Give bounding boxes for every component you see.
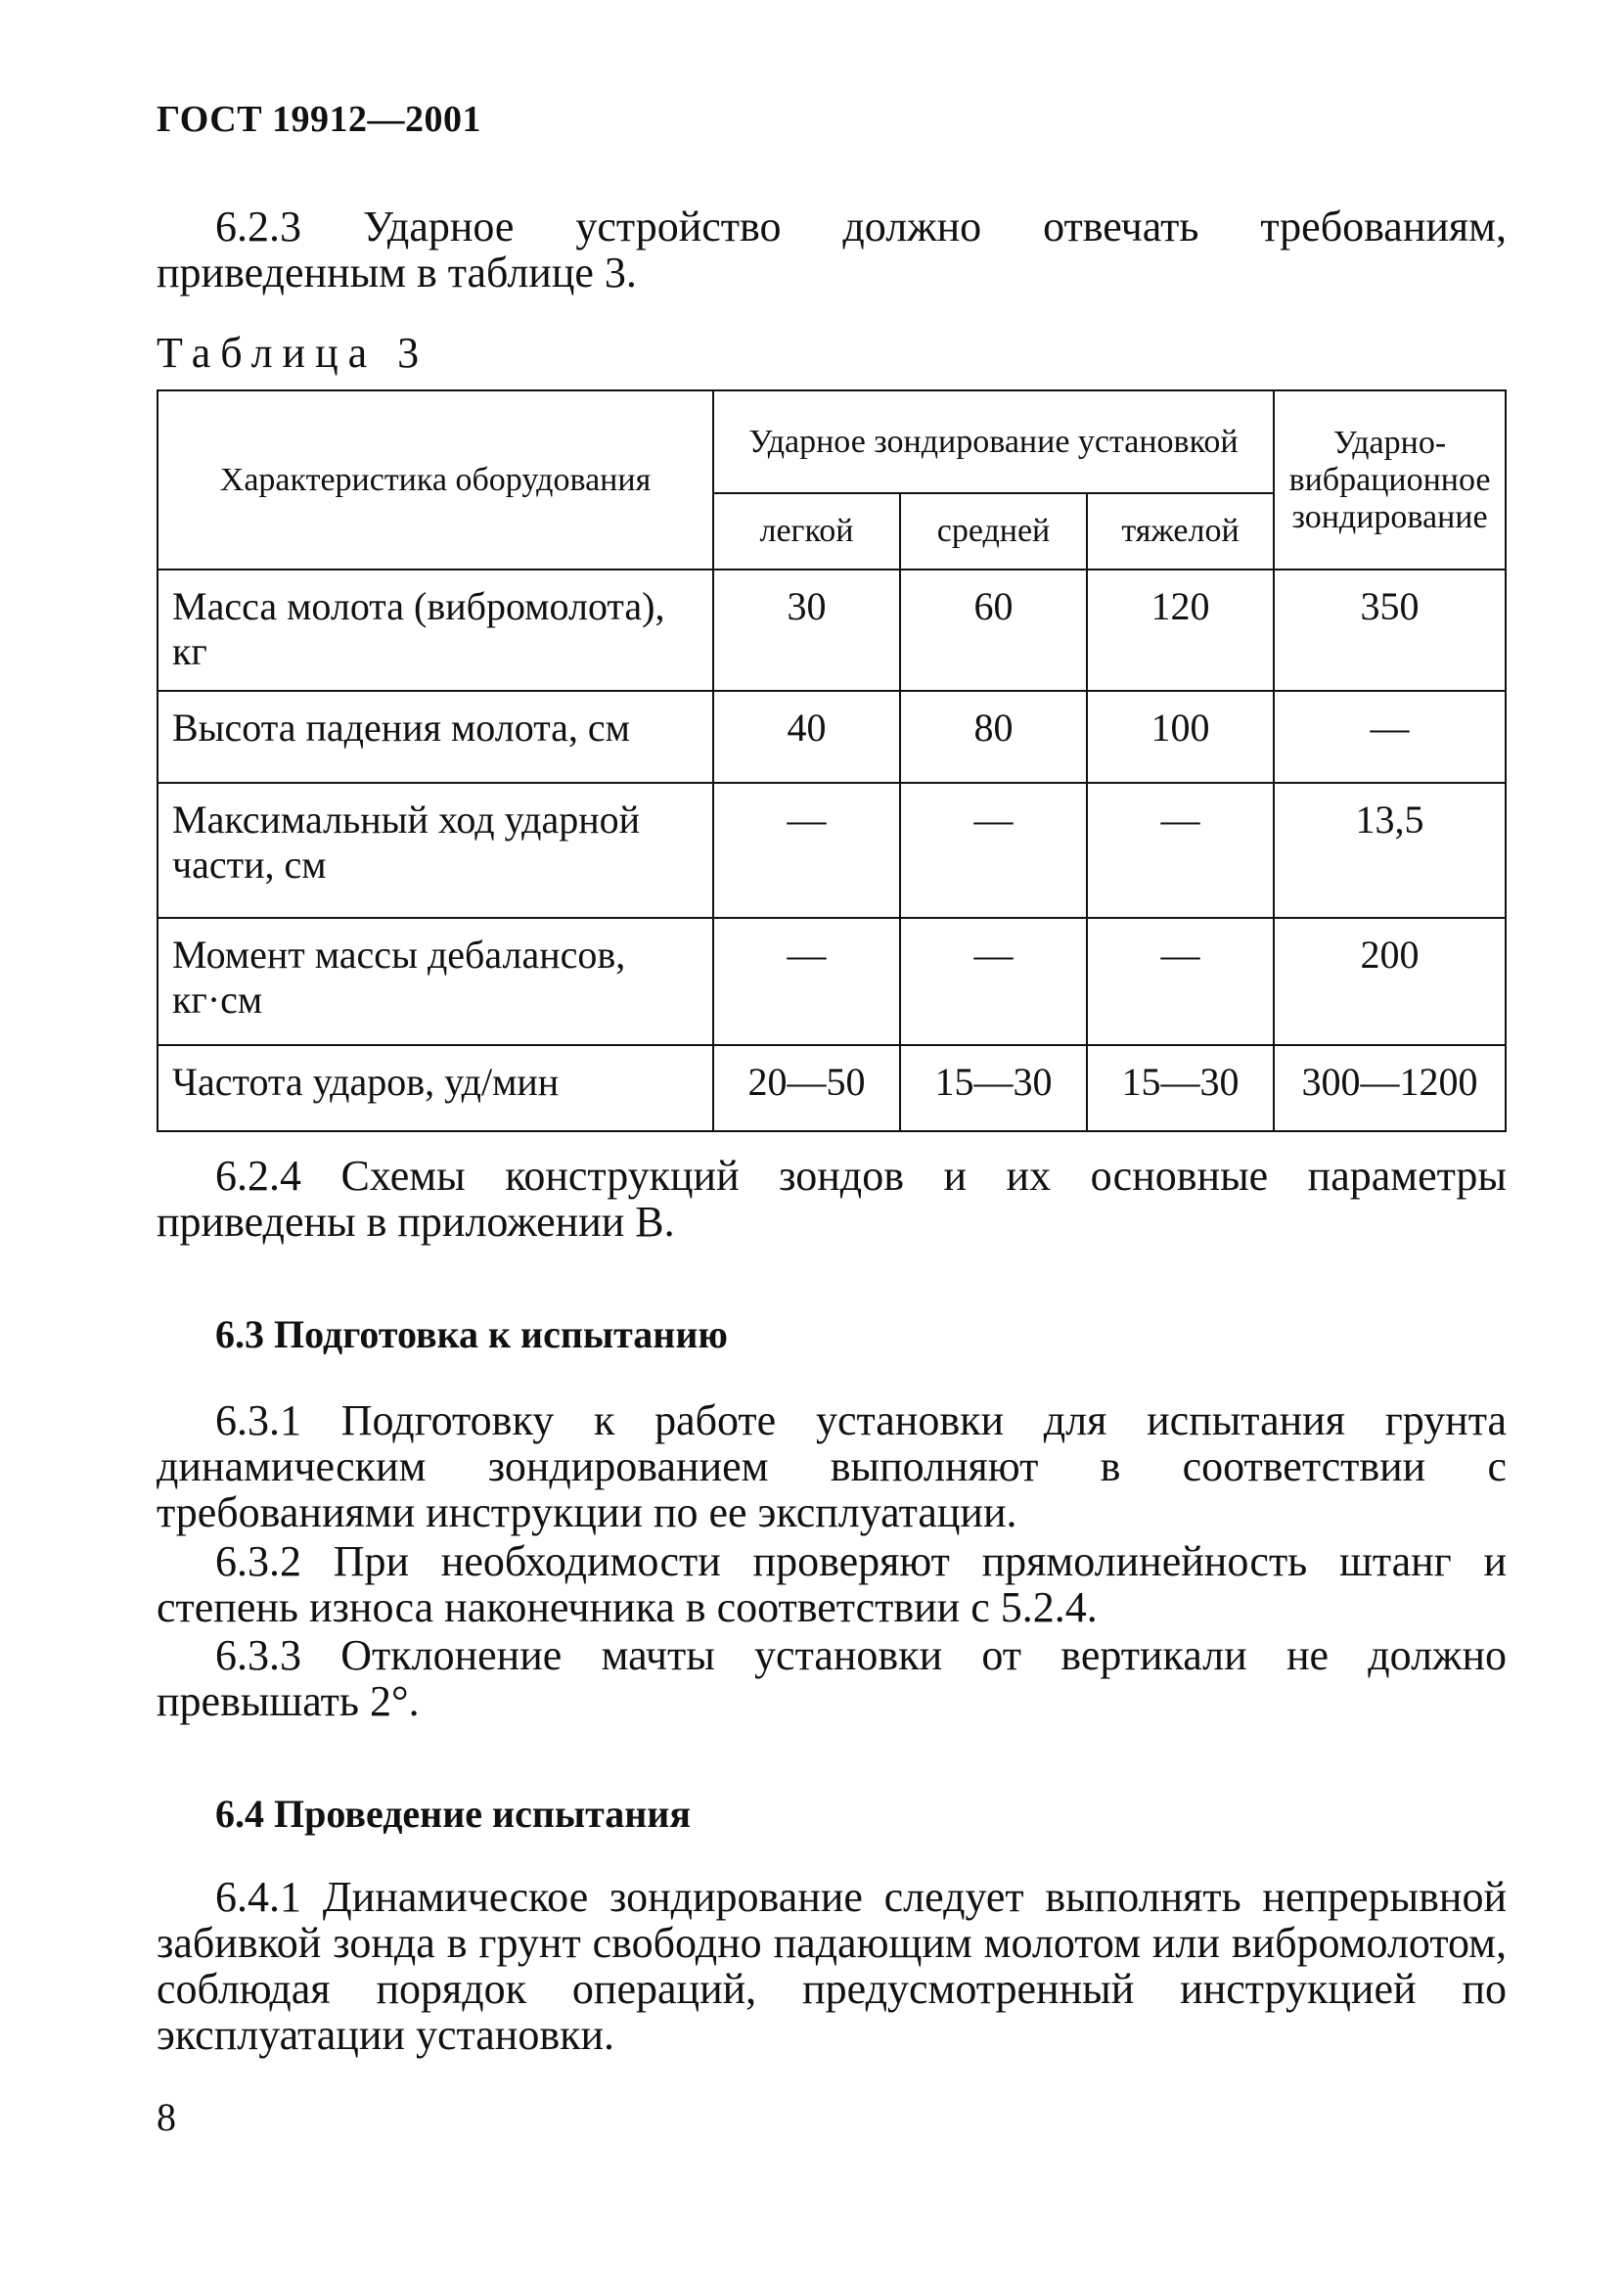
cell-heavy: — [1087, 918, 1274, 1045]
row-label: Максимальный ход ударной части, см [158, 783, 713, 918]
cell-medium: 15—30 [900, 1045, 1087, 1131]
page-number: 8 [157, 2095, 176, 2139]
paragraph-6-2-4: 6.2.4 Схемы конструкций зондов и их основные параметры приведены в приложении В. [157, 1152, 1507, 1246]
header-characteristic: Характеристика оборудования [158, 390, 713, 570]
cell-vibro: 350 [1274, 570, 1506, 691]
table-row [158, 691, 1506, 783]
cell-medium: — [900, 783, 1087, 918]
table-row [158, 918, 1506, 1045]
cell-heavy: 120 [1087, 570, 1274, 691]
paragraph-6-2-3: 6.2.3 Ударное устройство должно отвечать требованиям, приведенным в таблице 3. [157, 203, 1507, 296]
table-row [158, 570, 1506, 691]
cell-medium: 80 [900, 691, 1087, 783]
paragraph-6-4-1: 6.4.1 Динамическое зондирование следует выполнять непрерывной забивкой зонда в грунт свободно падающим молотом или вибромолотом, соблюдая порядок операций, предусмотренный инструкцией по эксплуатации установки. [157, 1873, 1507, 2059]
paragraph-6-3-2: 6.3.2 При необходимости проверяют прямолинейность штанг и степень износа наконечника в соответствии с 5.2.4. [157, 1537, 1507, 1631]
paragraph-6-3-1: 6.3.1 Подготовку к работе установки для испытания грунта динамическим зондированием выполняют в соответствии с требованиями инструкции по ее эксплуатации. [157, 1396, 1507, 1536]
header-impact-group: Ударное зондирование установкой [713, 390, 1274, 493]
header-light: легкой [713, 493, 900, 570]
cell-heavy: 15—30 [1087, 1045, 1274, 1131]
header-vibro: Ударно-вибрационное зондирование [1274, 390, 1506, 570]
row-label: Момент массы дебалансов, кг·см [158, 918, 713, 1045]
cell-light: 40 [713, 691, 900, 783]
row-label: Частота ударов, уд/мин [158, 1045, 713, 1131]
table-row [158, 1045, 1506, 1131]
cell-heavy: — [1087, 783, 1274, 918]
equipment-table [157, 389, 1507, 1132]
cell-vibro: 200 [1274, 918, 1506, 1045]
header-medium: средней [900, 493, 1087, 570]
cell-heavy: 100 [1087, 691, 1274, 783]
section-heading-6-4: 6.4 Проведение испытания [215, 1792, 691, 1836]
cell-medium: — [900, 918, 1087, 1045]
cell-vibro: 13,5 [1274, 783, 1506, 918]
table-row [158, 783, 1506, 918]
document-header: ГОСТ 19912—2001 [157, 99, 482, 140]
cell-medium: 60 [900, 570, 1087, 691]
cell-light: — [713, 918, 900, 1045]
cell-light: — [713, 783, 900, 918]
cell-light: 30 [713, 570, 900, 691]
cell-light: 20—50 [713, 1045, 900, 1131]
header-heavy: тяжелой [1087, 493, 1274, 570]
table-caption: Таблица 3 [157, 329, 429, 377]
cell-vibro: — [1274, 691, 1506, 783]
paragraph-6-3-3: 6.3.3 Отклонение мачты установки от вертикали не должно превышать 2°. [157, 1631, 1507, 1725]
row-label: Высота падения молота, см [158, 691, 713, 783]
cell-vibro: 300—1200 [1274, 1045, 1506, 1131]
row-label: Масса молота (вибромолота), кг [158, 570, 713, 691]
section-heading-6-3: 6.3 Подготовка к испытанию [215, 1312, 728, 1356]
